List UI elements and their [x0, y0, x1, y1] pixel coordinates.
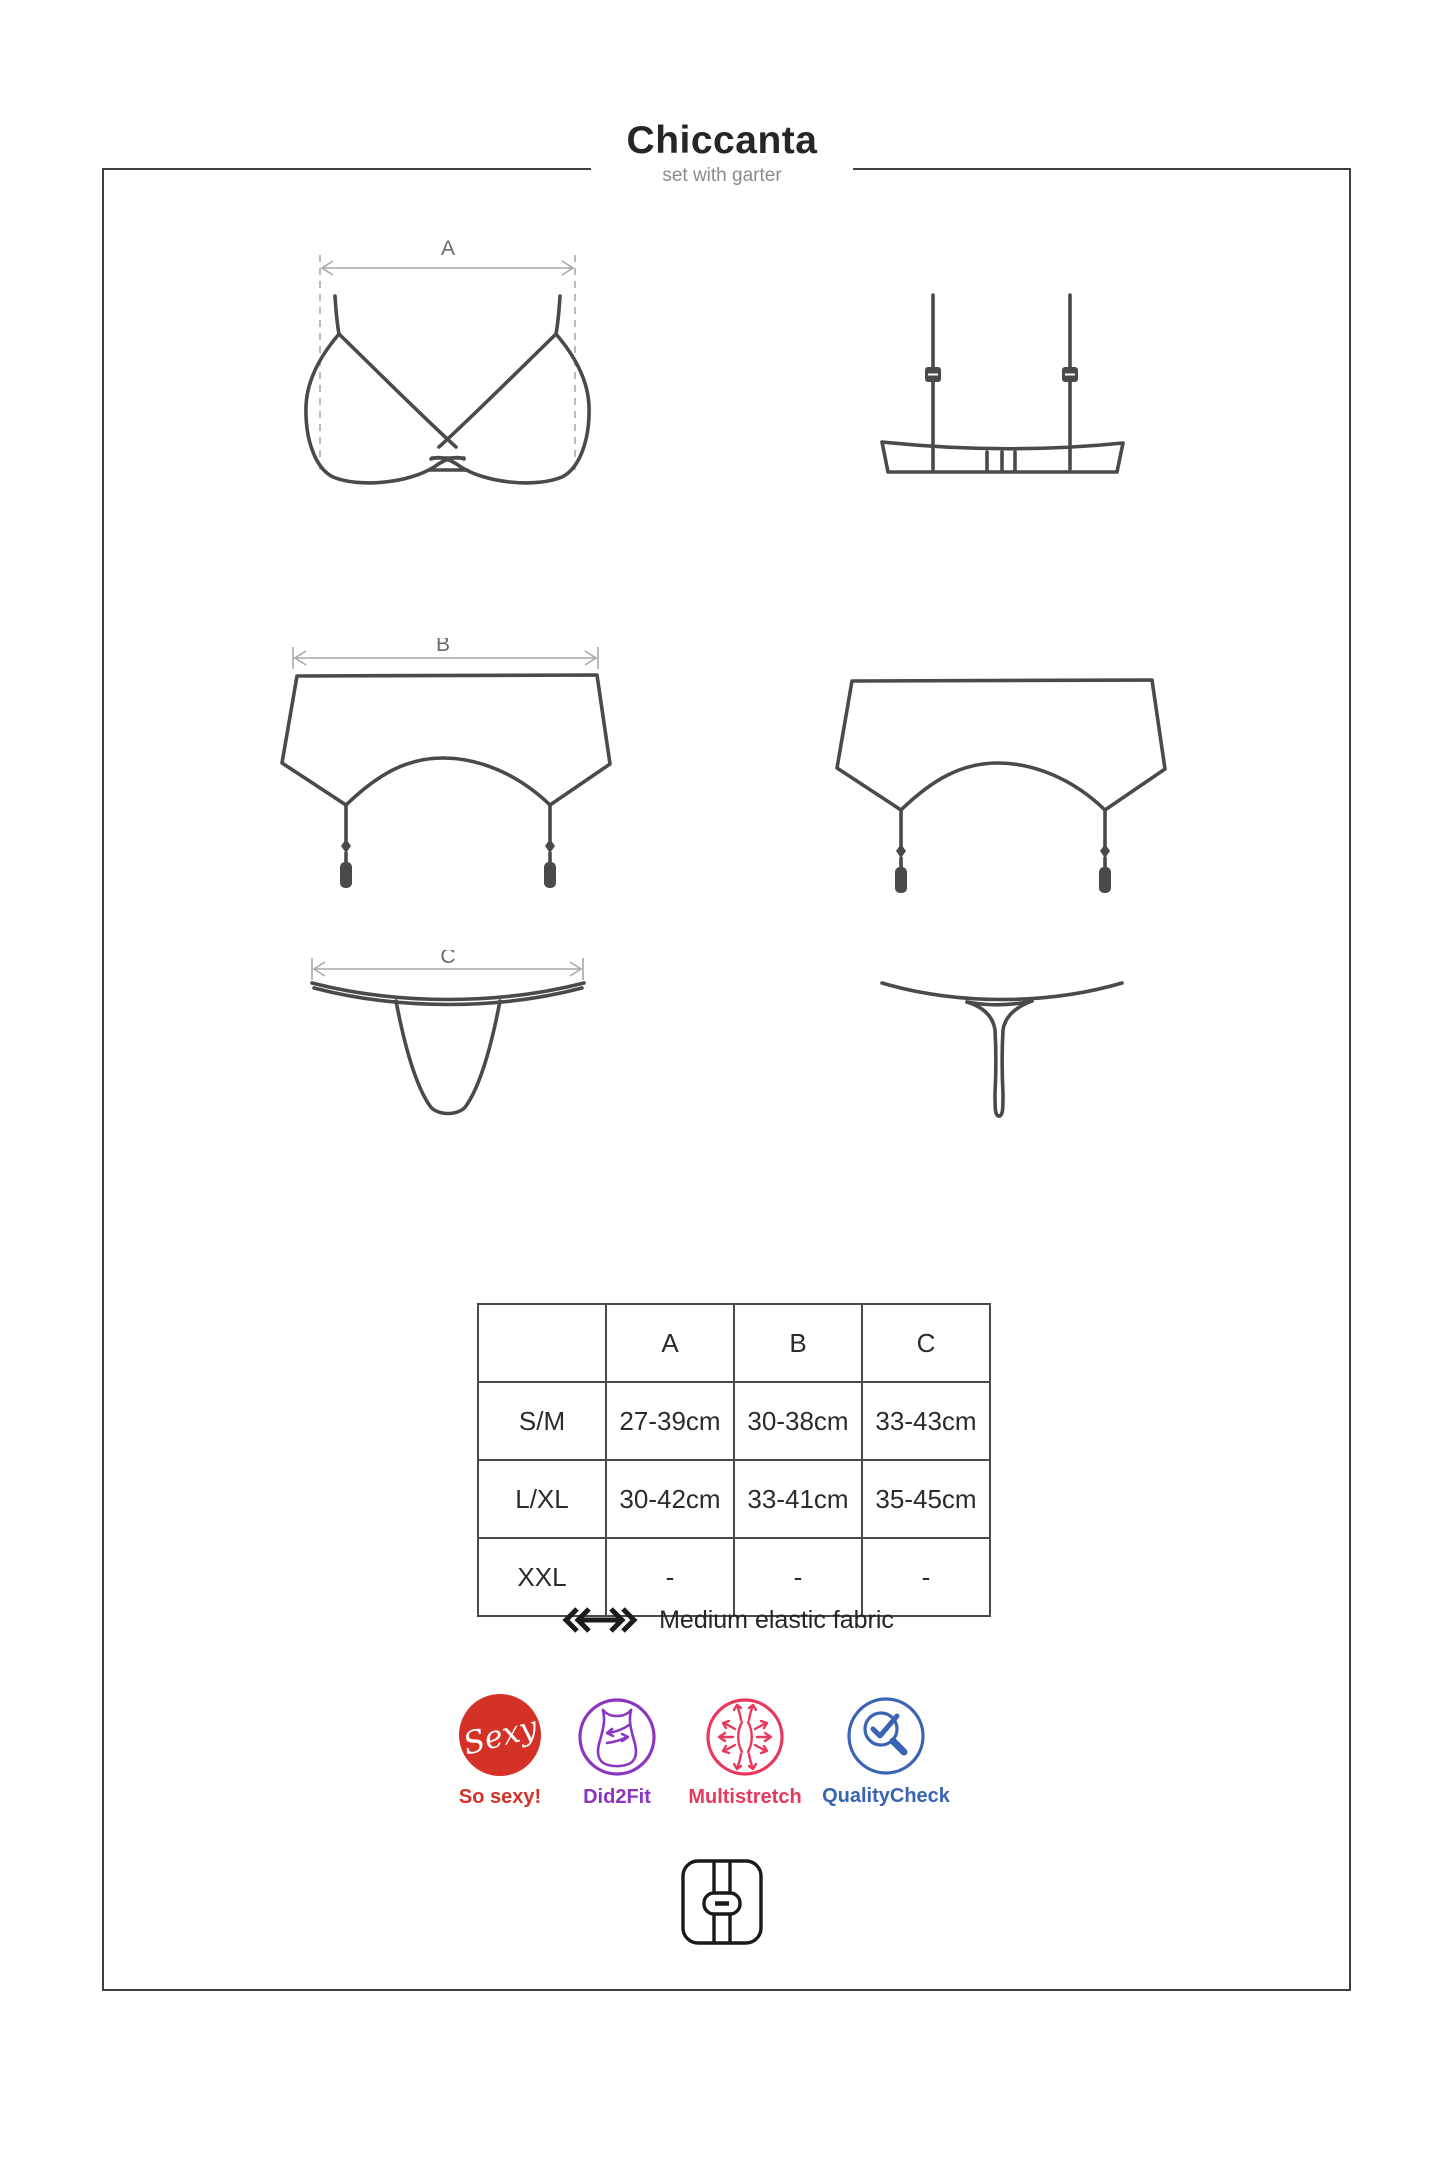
size-label: L/XL	[478, 1460, 606, 1538]
dimension-c-label: C	[440, 950, 456, 968]
strap-sliders	[925, 367, 1078, 382]
header	[591, 112, 853, 199]
size-label: S/M	[478, 1382, 606, 1460]
bra-front-outline	[306, 296, 589, 483]
suspender-clips	[895, 844, 1111, 893]
quality-check-icon	[846, 1696, 926, 1776]
badge-label: Did2Fit	[583, 1786, 651, 1808]
cell-value: -	[606, 1538, 734, 1616]
did2fit-icon	[577, 1697, 657, 1777]
cell-value: -	[734, 1538, 862, 1616]
badge-so-sexy	[452, 1693, 548, 1809]
thong-back-outline	[882, 983, 1122, 1116]
cell-value: -	[862, 1538, 990, 1616]
col-header-a: A	[606, 1304, 734, 1382]
double-arrow-icon	[556, 1605, 644, 1635]
table-row	[478, 1460, 990, 1538]
badge-label: QualityCheck	[822, 1785, 950, 1807]
cell-value: 33-41cm	[734, 1460, 862, 1538]
badge-did2fit	[569, 1697, 665, 1809]
sexy-circle-text: Sexy	[459, 1709, 541, 1763]
col-header-c: C	[862, 1304, 990, 1382]
garter-front-outline	[282, 675, 610, 862]
page-title: Chiccanta	[626, 119, 818, 162]
cell-value: 30-38cm	[734, 1382, 862, 1460]
size-label: XXL	[478, 1538, 606, 1616]
badge-multistretch	[688, 1697, 802, 1809]
badge-label: So sexy!	[458, 1786, 542, 1808]
dimension-b-label: B	[435, 638, 451, 656]
col-header-b: B	[734, 1304, 862, 1382]
size-table	[477, 1303, 991, 1617]
bra-front-diagram	[302, 236, 594, 494]
cell-value: 33-43cm	[862, 1382, 990, 1460]
sexy-circle-icon	[458, 1693, 542, 1777]
table-row	[478, 1382, 990, 1460]
cell-value: 30-42cm	[606, 1460, 734, 1538]
cell-value: 27-39cm	[606, 1382, 734, 1460]
garter-back-diagram	[833, 643, 1169, 897]
garter-front-diagram	[278, 638, 614, 892]
table-header-row	[478, 1304, 990, 1382]
cell-value: 35-45cm	[862, 1460, 990, 1538]
bra-back-outline	[882, 295, 1123, 472]
thong-front-diagram	[298, 950, 598, 1122]
thong-back-diagram	[872, 952, 1132, 1127]
fabric-note-text: Medium elastic fabric	[659, 1605, 894, 1634]
fabric-note	[477, 1605, 973, 1635]
suspender-clips	[340, 839, 556, 888]
badge-label: Multistretch	[688, 1786, 802, 1808]
corner-cell	[478, 1304, 606, 1382]
page-subtitle: set with garter	[662, 164, 782, 186]
dimension-a-lines	[320, 255, 575, 476]
garter-back-outline	[837, 680, 1165, 867]
multistretch-icon	[705, 1697, 785, 1777]
bra-back-diagram	[858, 283, 1153, 478]
dimension-a-label: A	[440, 237, 456, 260]
badge-qualitycheck	[822, 1696, 950, 1808]
thong-front-outline	[312, 983, 584, 1114]
garter-clip-icon	[680, 1858, 764, 1946]
